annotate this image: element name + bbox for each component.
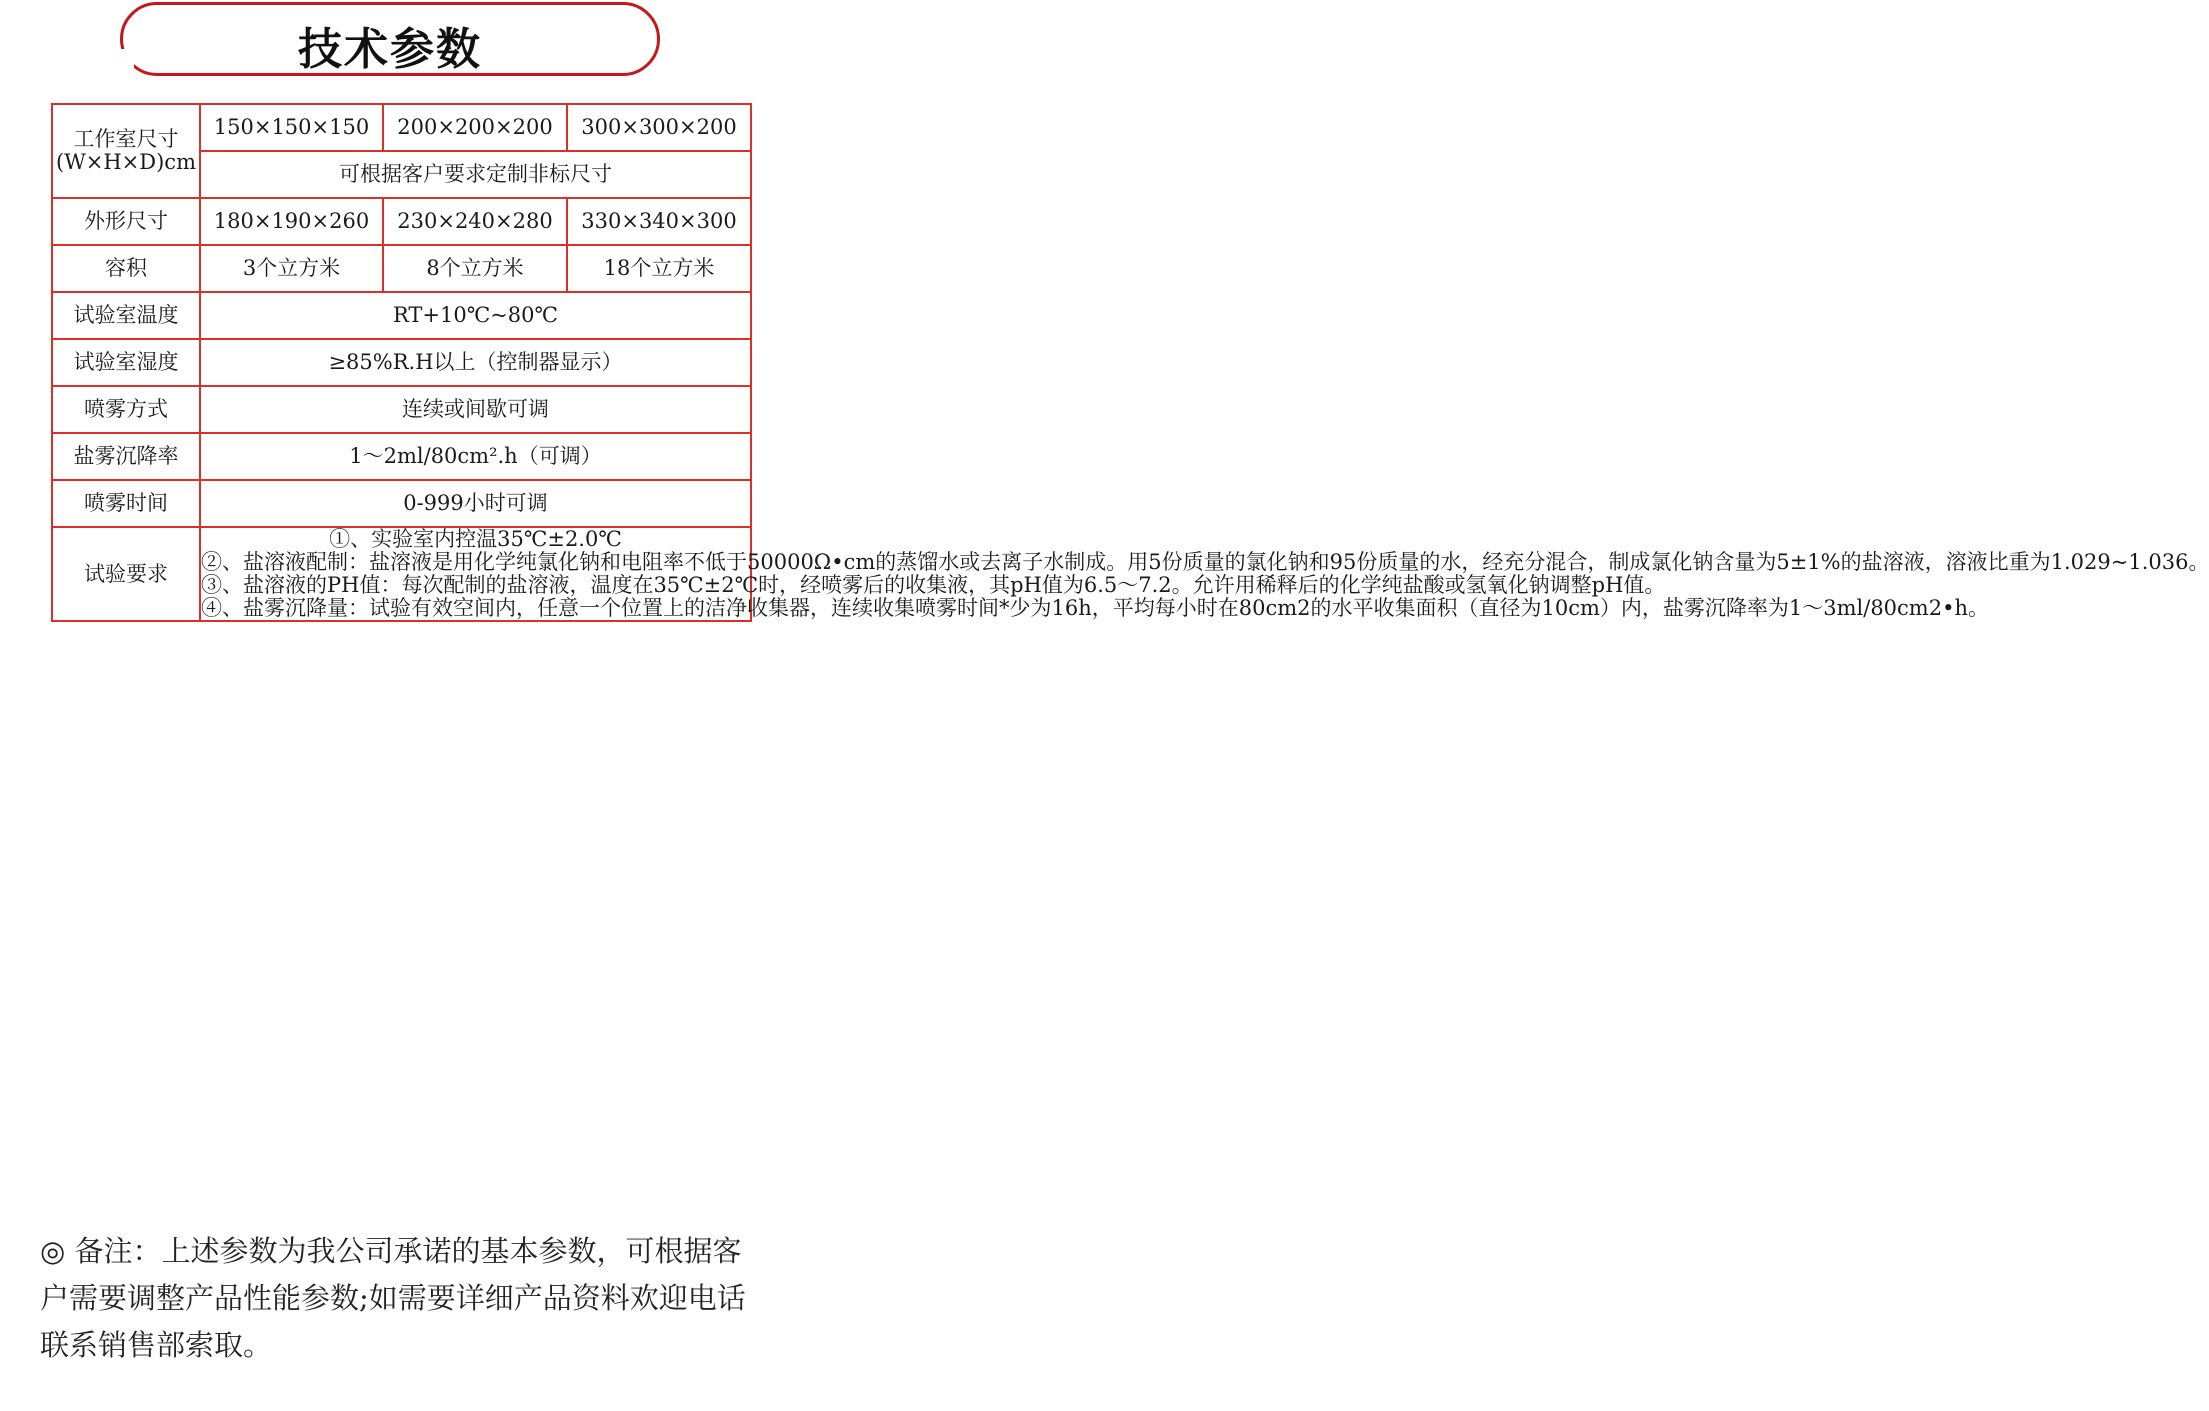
requirement-item: ③、盐溶液的PH值：每次配制的盐溶液，温度在35℃±2℃时，经喷雾后的收集液，其pH值为6.5～7.2。允许用稀释后的化学纯盐酸或氢氧化钠调整pH值。 xyxy=(201,573,1666,598)
size-value: 300×300×200 xyxy=(567,104,751,151)
volume-value: 3个立方米 xyxy=(200,245,383,292)
outer-size-value: 180×190×260 xyxy=(200,198,383,245)
custom-size-note: 可根据客户要求定制非标尺寸 xyxy=(200,151,751,198)
requirement-item: ①、实验室内控温35℃±2.0℃ xyxy=(329,527,622,551)
spray-mode-label: 喷雾方式 xyxy=(52,386,200,433)
table-row xyxy=(52,433,751,480)
spec-table xyxy=(51,103,2209,622)
humidity-value: ≥85%R.H以上（控制器显示） xyxy=(200,339,751,386)
footer-note: ◎ 备注：上述参数为我公司承诺的基本参数，可根据客户需要调整产品性能参数;如需要详细产品资料欢迎电话联系销售部索取。 xyxy=(40,1234,746,1362)
size-label-cell xyxy=(52,104,200,198)
table-row xyxy=(52,480,751,527)
temperature-value: RT+10℃~80℃ xyxy=(200,292,751,339)
outer-size-value: 330×340×300 xyxy=(567,198,751,245)
requirement-item: ②、盐溶液配制：盐溶液是用化学纯氯化钠和电阻率不低于50000Ω•cm的蒸馏水或去离子水制成。用5份质量的氯化钠和95份质量的水，经充分混合，制成氯化钠含量为5±1%的盐溶液，溶液比重为1.029~1.036。 xyxy=(201,550,2209,575)
volume-value: 18个立方米 xyxy=(567,245,751,292)
volume-value: 8个立方米 xyxy=(383,245,567,292)
humidity-label: 试验室湿度 xyxy=(52,339,200,386)
spray-mode-value: 连续或间歇可调 xyxy=(200,386,751,433)
temperature-label: 试验室温度 xyxy=(52,292,200,339)
table-row xyxy=(52,386,751,433)
table-row xyxy=(52,198,751,245)
size-value: 150×150×150 xyxy=(200,104,383,151)
volume-label: 容积 xyxy=(52,245,200,292)
spray-time-label: 喷雾时间 xyxy=(52,480,200,527)
deposition-rate-value: 1～2ml/80cm².h（可调） xyxy=(200,433,751,480)
table-row xyxy=(52,292,751,339)
requirements-label: 试验要求 xyxy=(52,527,200,621)
size-label-line2: (W×H×D)cm xyxy=(56,150,196,174)
table-row xyxy=(52,245,751,292)
spray-time-value: 0-999小时可调 xyxy=(200,480,751,527)
page-title: 技术参数 xyxy=(298,24,482,75)
outer-size-value: 230×240×280 xyxy=(383,198,567,245)
table-row xyxy=(52,104,751,151)
outer-size-label: 外形尺寸 xyxy=(52,198,200,245)
table-row xyxy=(52,339,751,386)
deposition-rate-label: 盐雾沉降率 xyxy=(52,433,200,480)
title-banner xyxy=(120,2,660,76)
requirements-cell xyxy=(200,527,2209,621)
requirement-item: ④、盐雾沉降量：试验有效空间内，任意一个位置上的洁净收集器，连续收集喷雾时间*少为16h，平均每小时在80cm2的水平收集面积（直径为10cm）内，盐雾沉降率为1～3ml/80cm2•h。 xyxy=(201,596,1989,621)
size-value: 200×200×200 xyxy=(383,104,567,151)
table-row xyxy=(52,527,751,621)
size-label-line1: 工作室尺寸 xyxy=(73,126,179,151)
